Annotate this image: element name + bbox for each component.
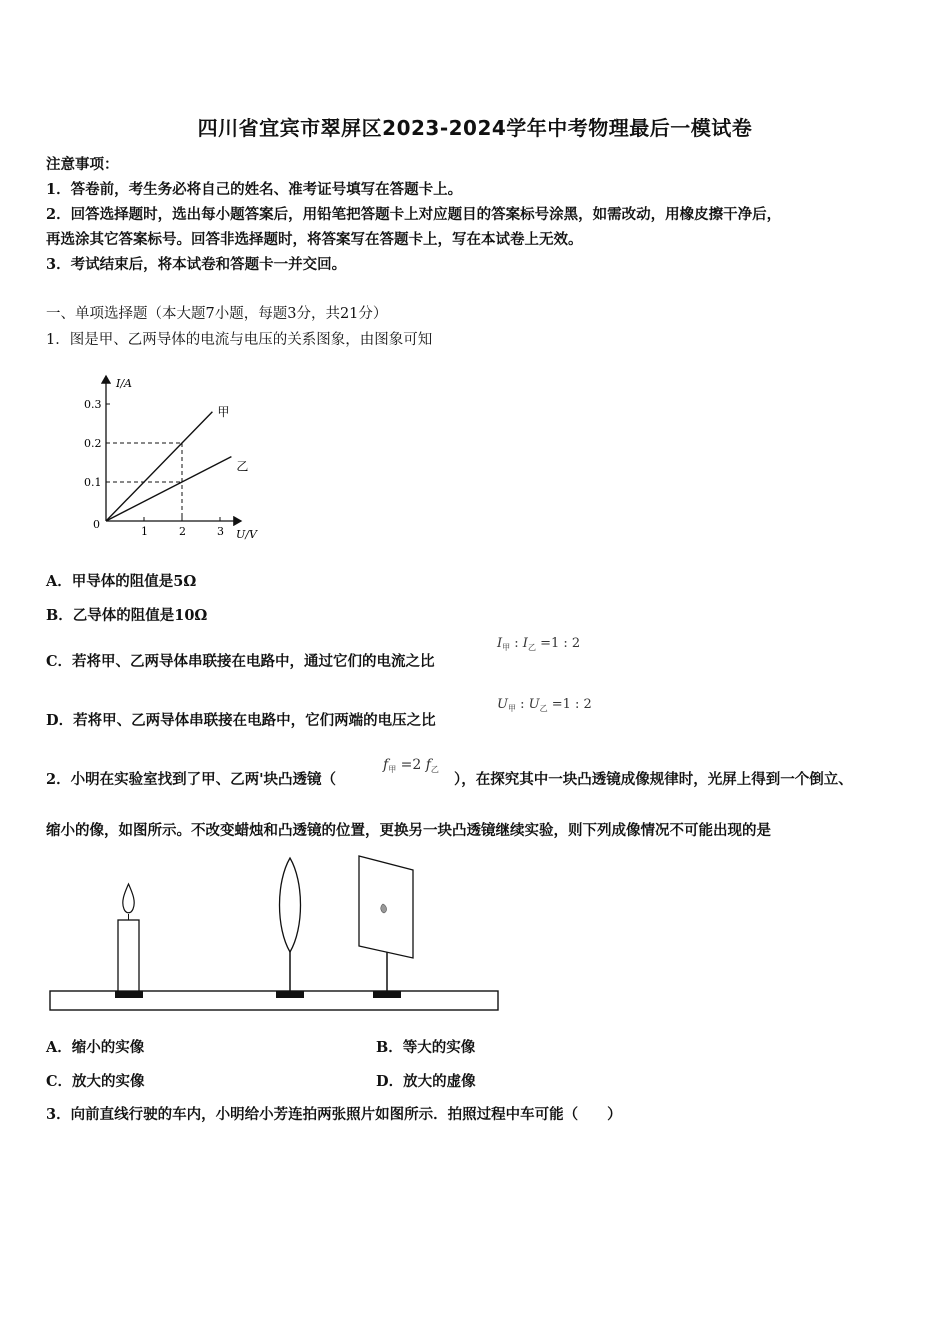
candle-body (118, 920, 139, 991)
notice-item-1: 1．答卷前，考生务必将自己的姓名、准考证号填写在答题卡上。 (46, 181, 463, 198)
y-tick-label: 0.3 (84, 398, 102, 411)
iu-graph (76, 370, 276, 548)
q2-var2: f (425, 757, 431, 773)
q1-c-formula: $I_甲$ : $I_乙 =1$ : 2 (497, 636, 581, 652)
notice-item-2: 2．回答选择题时，选出每小题答案后，用铅笔把答题卡上对应题目的答案标号涂黑，如需改动，用橡皮擦干净后， (46, 206, 782, 223)
candle-base (115, 991, 143, 998)
q2-sub1: 甲 (388, 765, 397, 774)
screen-holder-base (373, 991, 401, 998)
x-tick-label: 1 (141, 525, 148, 538)
q2-mid: =2 (400, 757, 422, 773)
y-tick-label: 0.2 (84, 437, 102, 450)
d-rhs: =1 : 2 (551, 697, 592, 712)
q1-option-d-text: D．若将甲、乙两导体串联接在电路中，它们两端的电压之比 (46, 712, 436, 729)
q1-option-c-text: C．若将甲、乙两导体串联接在电路中，通过它们的电流之比 (46, 653, 435, 670)
series-group (106, 405, 248, 521)
series-label-jia: 甲 (217, 404, 230, 419)
convex-lens (280, 858, 301, 952)
x-tick-label: 3 (217, 525, 224, 538)
notice-heading: 注意事项： (46, 156, 119, 173)
x-axis-label: U/V (236, 528, 257, 541)
c-var1: I (497, 636, 503, 651)
q2-option-b[interactable]: B．等大的实像 (376, 1039, 476, 1056)
question-1-stem: 1．图是甲、乙两导体的电流与电压的关系图象，由图象可知 (46, 332, 433, 348)
origin-label: 0 (93, 518, 100, 531)
q1-d-formula: $U_甲$ : $U_乙 =1$ : 2 (497, 697, 592, 713)
q1-option-c[interactable] (46, 650, 435, 671)
notice-item-3: 3．考试结束后，将本试卷和答题卡一并交回。 (46, 256, 347, 273)
question-2-stem-part2: ），在探究其中一块凸透镜成像规律时，光屏上得到一个倒立、 (454, 771, 853, 788)
y-axis-label: I/A (116, 377, 132, 390)
q2-var1: f (383, 757, 389, 773)
q2-focal-formula (383, 757, 439, 775)
q1-option-d[interactable] (46, 709, 436, 730)
notice-item-2-cont: 再选涂其它答案标号。回答非选择题时，将答案写在答题卡上，写在本试卷上无效。 (46, 231, 583, 248)
d-var1: U (497, 697, 508, 712)
question-2-stem-part1: 2．小明在实验室找到了甲、乙两'块凸透镜（ (46, 771, 337, 788)
lens-holder-base (276, 991, 304, 998)
c-rhs: =1 : 2 (540, 636, 581, 651)
q1-option-a[interactable]: A．甲导体的阻值是5Ω (46, 573, 197, 590)
candle-flame-icon (123, 884, 134, 913)
c-sub2: 乙 (527, 643, 536, 652)
d-sub1: 甲 (507, 704, 516, 713)
d-var2: U (528, 697, 540, 712)
x-tick-label: 2 (179, 525, 186, 538)
question-2-stem-line2: 缩小的像，如图所示。不改变蜡烛和凸透镜的位置，更换另一块凸透镜继续实验，则下列成像情况不可能出现的是 (46, 822, 771, 839)
optical-bench-figure (46, 850, 506, 1020)
q2-option-a[interactable]: A．缩小的实像 (46, 1039, 145, 1056)
q2-option-c[interactable]: C．放大的实像 (46, 1073, 145, 1090)
c-sub1: 甲 (502, 643, 511, 652)
c-var2: I (522, 636, 528, 651)
q2-option-d[interactable]: D．放大的虚像 (376, 1073, 476, 1090)
series-line-jia (106, 412, 212, 521)
y-tick-label: 0.1 (84, 476, 102, 489)
series-label-yi: 乙 (236, 459, 249, 474)
q1-option-b[interactable]: B．乙导体的阻值是10Ω (46, 607, 208, 624)
d-sub2: 乙 (539, 704, 548, 713)
page-title: 四川省宜宾市翠屏区2023-2024学年中考物理最后一模试卷 (197, 116, 753, 140)
question-3-stem: 3．向前直线行驶的车内，小明给小芳连拍两张照片如图所示．拍照过程中车可能（ ） (46, 1106, 622, 1123)
q2-sub2: 乙 (430, 765, 439, 774)
series-line-yi (106, 457, 231, 521)
section-heading: 一、单项选择题（本大题7小题，每题3分，共21分） (46, 306, 388, 322)
